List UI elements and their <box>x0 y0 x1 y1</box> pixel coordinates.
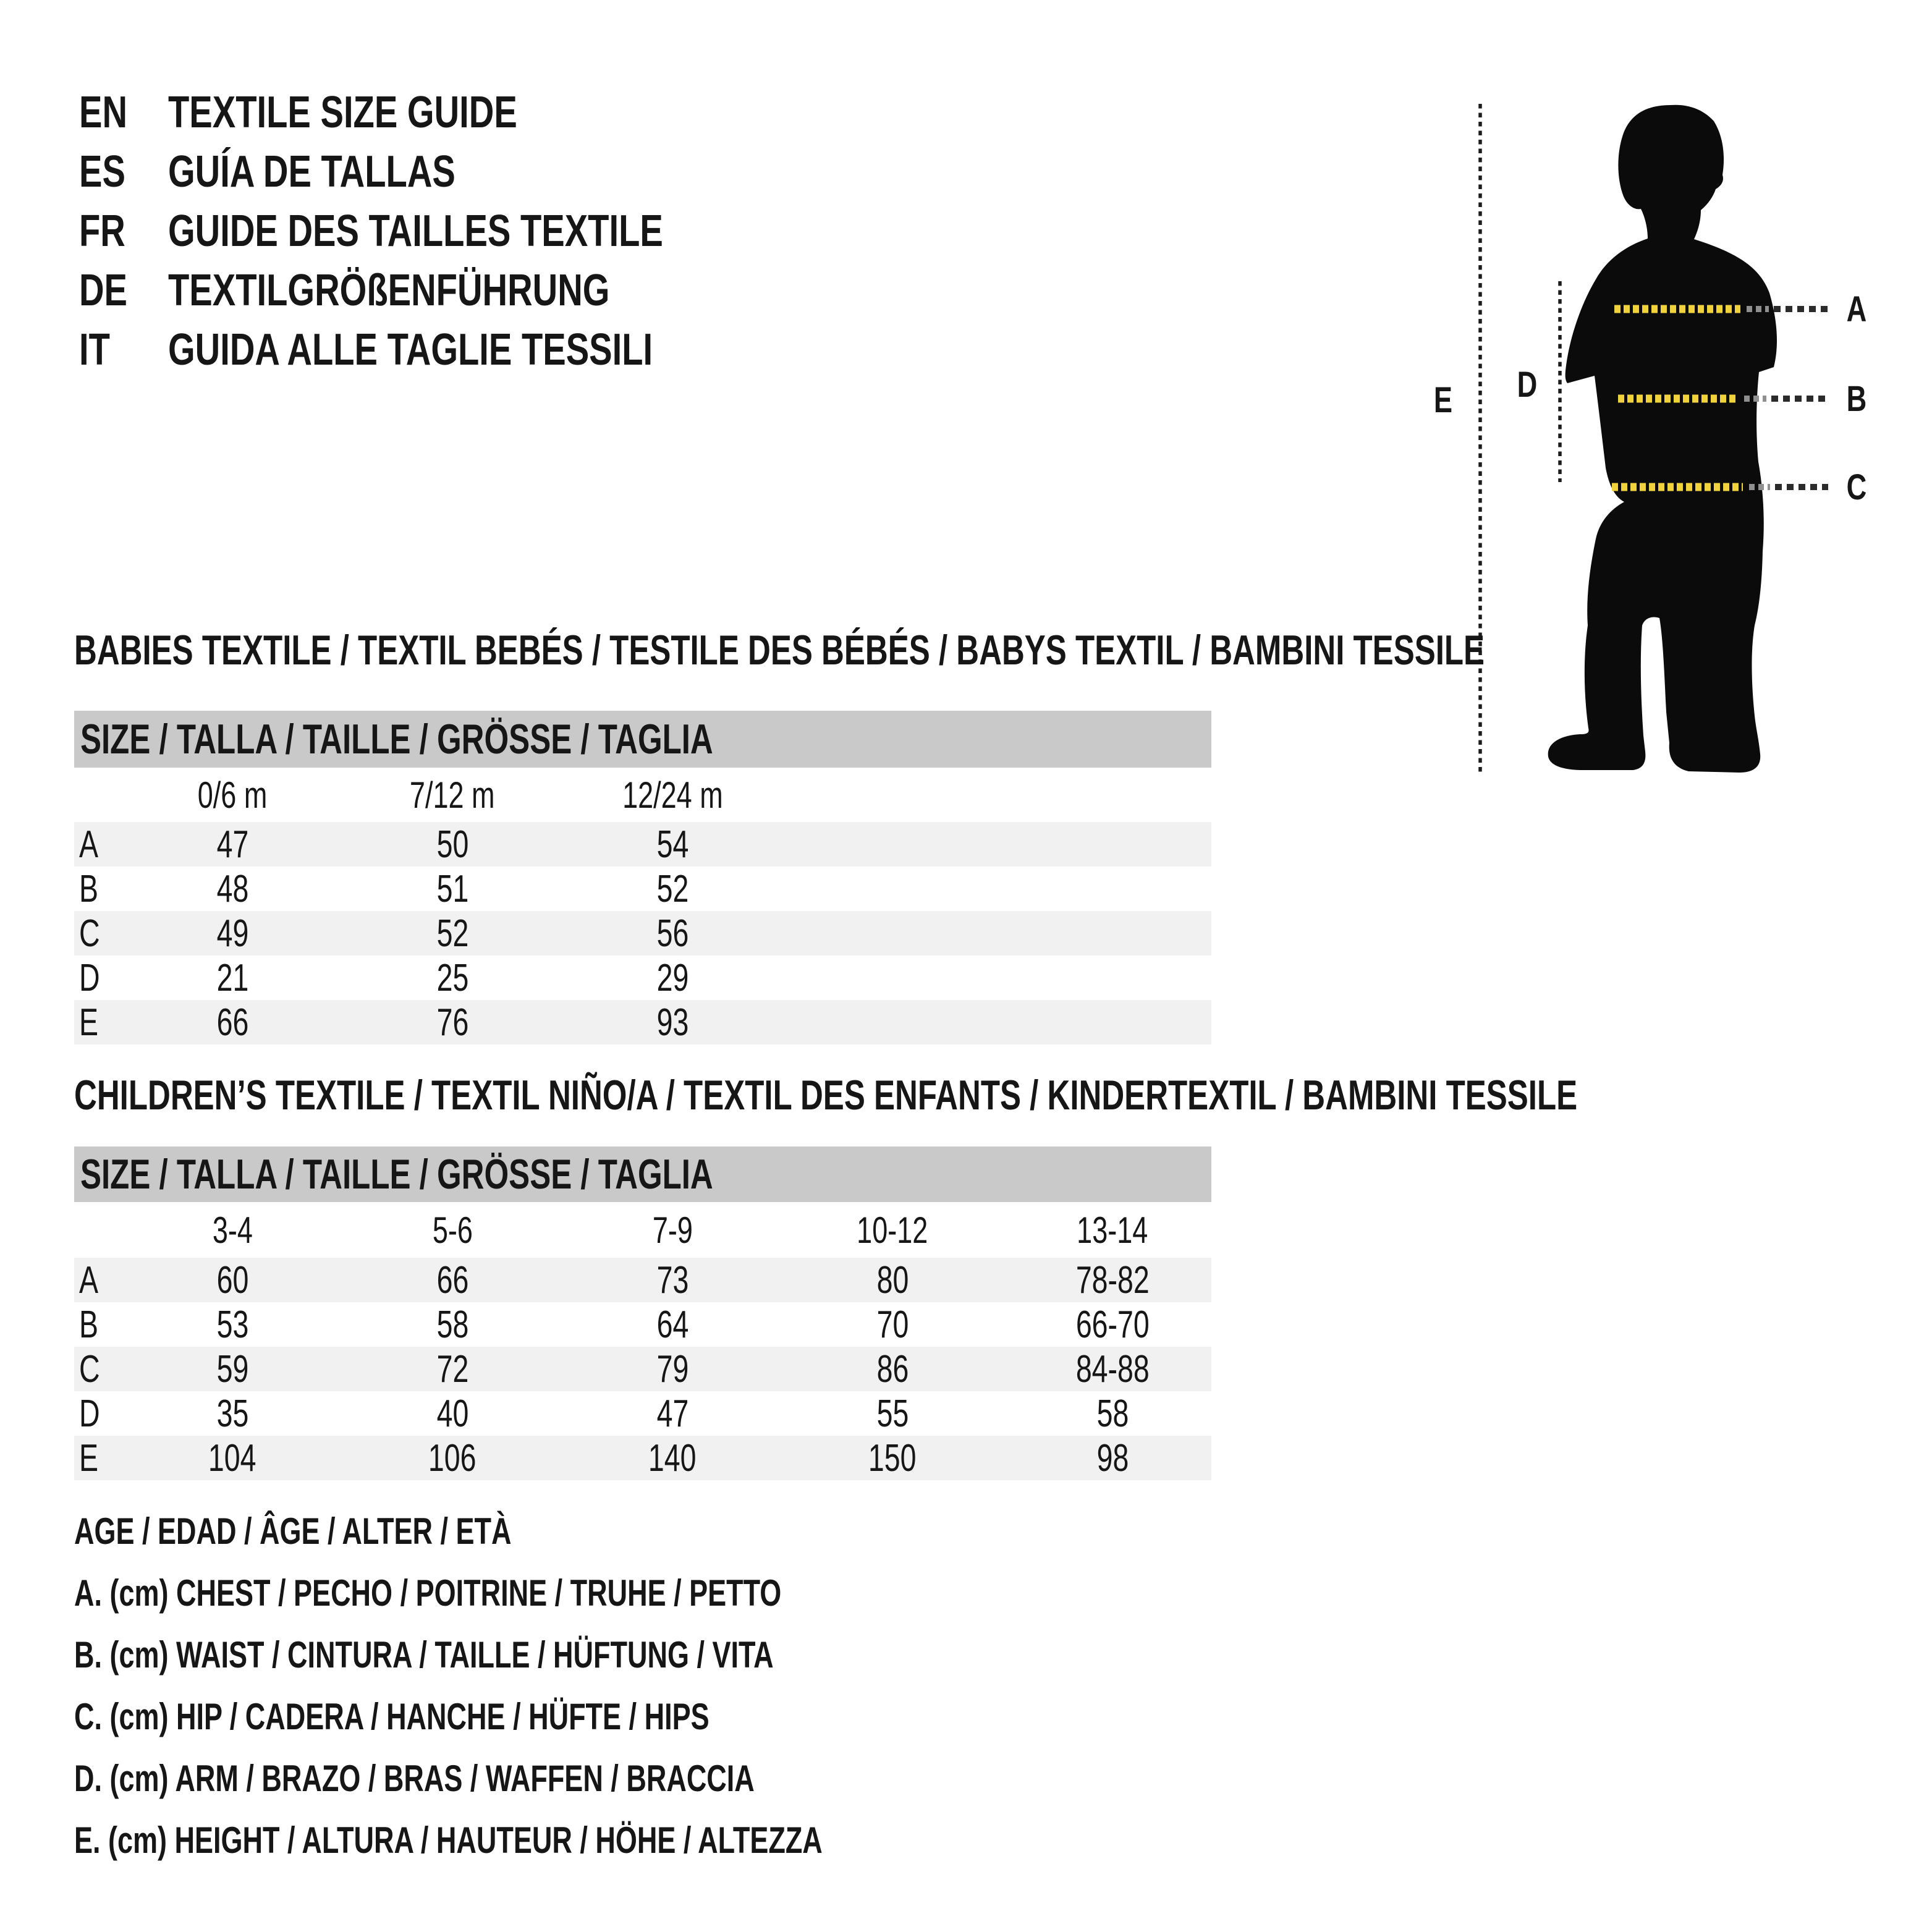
cell-value: 98 <box>1096 1436 1129 1480</box>
cell-value: 150 <box>868 1436 917 1480</box>
lang-title-fr: GUIDE DES TAILLES TEXTILE <box>168 206 663 256</box>
lang-code-en: EN <box>79 88 128 137</box>
cell-value: 53 <box>216 1303 248 1346</box>
row-label: A <box>79 823 99 866</box>
row-label: E <box>79 1001 99 1044</box>
legend-height: E. (cm) HEIGHT / ALTURA / HAUTEUR / HÖHE / ALTEZZA <box>74 1820 823 1861</box>
row-label: D <box>79 1392 100 1435</box>
cell-value: 21 <box>216 956 248 999</box>
babies-col-7-12m: 7/12 m <box>410 774 495 816</box>
lang-code-de: DE <box>79 266 128 315</box>
babies-size-header-bar <box>74 711 1211 768</box>
table-row <box>74 1391 1211 1436</box>
children-column-header-row <box>74 1202 1211 1258</box>
cell-value: 60 <box>216 1258 248 1302</box>
cell-value: 40 <box>436 1392 468 1435</box>
legend-waist: B. (cm) WAIST / CINTURA / TAILLE / HÜFTUNG / VITA <box>74 1634 774 1676</box>
cell-value: 29 <box>656 956 688 999</box>
cell-value: 54 <box>656 823 688 866</box>
lang-code-es: ES <box>79 147 125 197</box>
cell-value: 59 <box>216 1347 248 1391</box>
table-row <box>74 955 1211 1000</box>
cell-value: 49 <box>216 912 248 955</box>
cell-value: 78-82 <box>1075 1258 1150 1302</box>
lang-code-it: IT <box>79 325 110 375</box>
cell-value: 52 <box>436 912 468 955</box>
cell-value: 93 <box>656 1001 688 1044</box>
lang-code-fr: FR <box>79 206 125 256</box>
babies-col-0-6m: 0/6 m <box>197 774 268 816</box>
cell-value: 104 <box>208 1436 256 1480</box>
row-label: B <box>79 1303 99 1346</box>
lang-title-es: GUÍA DE TALLAS <box>168 147 455 197</box>
cell-value: 80 <box>876 1258 909 1302</box>
row-label: C <box>79 1347 100 1391</box>
legend-chest: A. (cm) CHEST / PECHO / POITRINE / TRUHE / PETTO <box>74 1572 782 1614</box>
cell-value: 84-88 <box>1075 1347 1150 1391</box>
row-label: C <box>79 912 100 955</box>
measurement-figure <box>1384 87 1932 797</box>
label-e: E <box>1433 380 1453 421</box>
label-b: B <box>1846 379 1867 420</box>
row-label: D <box>79 956 100 999</box>
cell-value: 56 <box>656 912 688 955</box>
cell-value: 47 <box>656 1392 688 1435</box>
label-a: A <box>1846 289 1867 330</box>
children-col-7-9: 7-9 <box>652 1209 693 1251</box>
label-c: C <box>1846 467 1867 508</box>
table-row <box>74 1347 1211 1391</box>
children-col-10-12: 10-12 <box>857 1209 928 1251</box>
label-d: D <box>1517 365 1538 405</box>
babies-heading-text: BABIES TEXTILE / TEXTIL BEBÉS / TESTILE DES BÉBÉS / BABYS TEXTIL / BAMBINI TESSILE <box>74 627 1485 674</box>
cell-value: 50 <box>436 823 468 866</box>
cell-value: 55 <box>876 1392 909 1435</box>
cell-value: 66 <box>436 1258 468 1302</box>
cell-value: 64 <box>656 1303 688 1346</box>
lang-title-de: TEXTILGRÖßENFÜHRUNG <box>168 266 610 315</box>
cell-value: 73 <box>656 1258 688 1302</box>
cell-value: 58 <box>436 1303 468 1346</box>
cell-value: 70 <box>876 1303 909 1346</box>
table-row <box>74 1000 1211 1044</box>
cell-value: 140 <box>648 1436 697 1480</box>
children-col-5-6: 5-6 <box>432 1209 473 1251</box>
table-row <box>74 911 1211 955</box>
cell-value: 76 <box>436 1001 468 1044</box>
cell-value: 66 <box>216 1001 248 1044</box>
children-size-header-text: SIZE / TALLA / TAILLE / GRÖSSE / TAGLIA <box>80 1151 713 1198</box>
cell-value: 51 <box>436 867 468 910</box>
cell-value: 25 <box>436 956 468 999</box>
table-row <box>74 866 1211 911</box>
cell-value: 86 <box>876 1347 909 1391</box>
babies-column-header-row <box>74 768 1211 822</box>
cell-value: 52 <box>656 867 688 910</box>
lang-title-it: GUIDA ALLE TAGLIE TESSILI <box>168 325 653 375</box>
legend-hip: C. (cm) HIP / CADERA / HANCHE / HÜFTE / HIPS <box>74 1696 710 1737</box>
lang-title-en: TEXTILE SIZE GUIDE <box>168 88 517 137</box>
cell-value: 72 <box>436 1347 468 1391</box>
cell-value: 66-70 <box>1075 1303 1150 1346</box>
legend-age: AGE / EDAD / ÂGE / ALTER / ETÀ <box>74 1510 512 1552</box>
row-label: B <box>79 867 99 910</box>
cell-value: 35 <box>216 1392 248 1435</box>
table-row <box>74 822 1211 866</box>
babies-table <box>74 711 1211 1044</box>
legend-arm: D. (cm) ARM / BRAZO / BRAS / WAFFEN / BRACCIA <box>74 1758 755 1799</box>
babies-size-header-text: SIZE / TALLA / TAILLE / GRÖSSE / TAGLIA <box>80 716 713 763</box>
table-row <box>74 1302 1211 1347</box>
children-section-heading <box>74 1070 1932 1120</box>
children-col-13-14: 13-14 <box>1077 1209 1148 1251</box>
children-col-3-4: 3-4 <box>212 1209 253 1251</box>
children-heading-text: CHILDREN’S TEXTILE / TEXTIL NIÑO/A / TEXTIL DES ENFANTS / KINDERTEXTIL / BAMBINI TESSILE <box>74 1072 1578 1119</box>
row-label: E <box>79 1436 99 1480</box>
cell-value: 48 <box>216 867 248 910</box>
table-row <box>74 1436 1211 1480</box>
children-size-header-bar <box>74 1146 1211 1202</box>
cell-value: 79 <box>656 1347 688 1391</box>
cell-value: 58 <box>1096 1392 1129 1435</box>
babies-section-heading <box>74 625 1932 675</box>
row-label: A <box>79 1258 99 1302</box>
babies-col-12-24m: 12/24 m <box>622 774 723 816</box>
cell-value: 106 <box>428 1436 477 1480</box>
cell-value: 47 <box>216 823 248 866</box>
table-row <box>74 1258 1211 1302</box>
children-table <box>74 1146 1211 1480</box>
